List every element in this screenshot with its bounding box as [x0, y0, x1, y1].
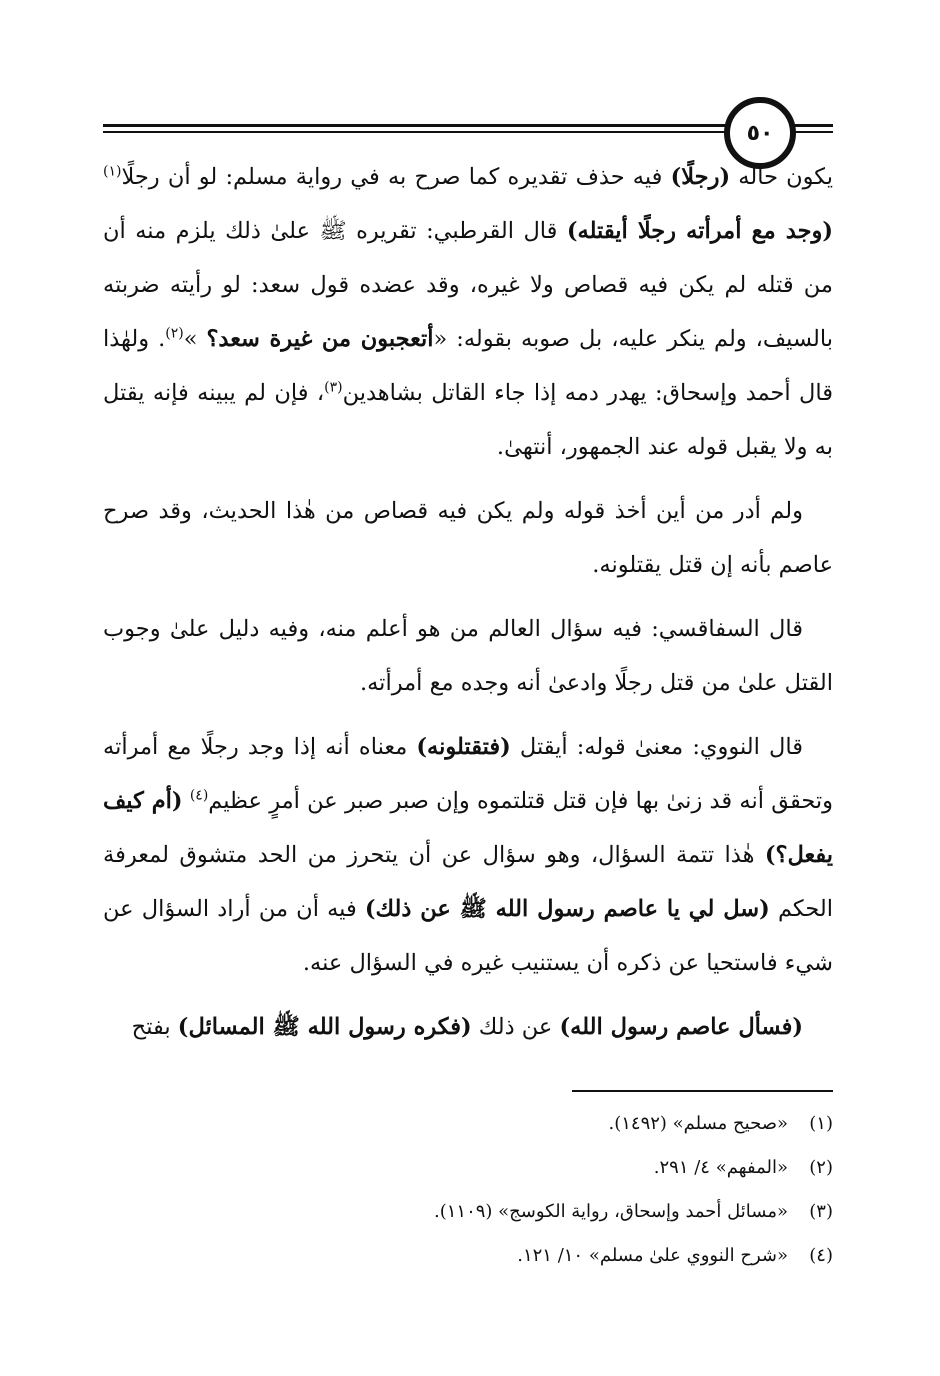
bold-text: (أم كيف يفعل؟) [103, 788, 833, 868]
footnote [103, 1102, 833, 1146]
text-run: » [183, 326, 207, 352]
text-run: عن ذلك [471, 1014, 560, 1040]
paragraph [103, 150, 833, 474]
text-run: فيه أن من أراد السؤال عن شيء فاستحيا عن ذكره أن يستنيب غيره في السؤال عنه. [103, 896, 833, 976]
footnote-ref: (٣) [324, 379, 343, 396]
text-run [183, 788, 190, 814]
footnote-text: «مسائل أحمد وإسحاق، رواية الكوسج» (١١٠٩). [433, 1201, 788, 1222]
footnote-number: (٣) [809, 1201, 833, 1222]
page-header [0, 0, 940, 170]
text-run: ، فإن لم يبينه فإنه يقتل به ولا يقبل قوله عند الجمهور، أنتهىٰ. [103, 380, 833, 460]
footnote-number: (٢) [809, 1157, 833, 1178]
footnote-ref: (٤) [189, 787, 209, 804]
bold-text: (وجد مع أمرأته رجلًا أيقتله) [566, 218, 833, 244]
header-rule [103, 124, 725, 127]
page-number: ٥٠ [746, 120, 774, 146]
bold-text: (رجلًا) [670, 164, 731, 190]
text-run: يكون حاله [730, 164, 833, 190]
paragraph [103, 1000, 833, 1054]
footnotes [103, 1102, 833, 1278]
text-run: فيه حذف تقديره كما صرح به في رواية مسلم: لو أن رجلًا [121, 164, 671, 190]
bold-text: (فكره رسول الله ﷺ المسائل) [177, 1014, 472, 1040]
footnote-separator [572, 1090, 833, 1092]
header-rule [793, 131, 833, 133]
footnote-ref: (١) [103, 163, 122, 180]
footnote [103, 1146, 833, 1190]
text-run: ولم أدر من أين أخذ قوله ولم يكن فيه قصاص من هٰذا الحديث، وقد صرح عاصم بأنه إن قتل يقتلونه. [103, 498, 833, 578]
text-run: قال السفاقسي: فيه سؤال العالم من هو أعلم منه، وفيه دليل علىٰ وجوب القتل علىٰ من قتل رجلًا وادعىٰ أنه وجده مع أمرأته. [103, 616, 833, 696]
paragraph [103, 720, 833, 990]
paragraph [103, 484, 833, 592]
footnote-number: (٤) [809, 1245, 833, 1266]
text-run: بفتح [131, 1014, 178, 1040]
footnote-text: «صحيح مسلم» (١٤٩٢). [608, 1113, 788, 1134]
bold-text: (فتقتلونه) [416, 734, 511, 760]
text-run: هٰذا تتمة السؤال، وهو سؤال عن أن يتحرز من الحد متشوق لمعرفة الحكم [103, 842, 833, 922]
footnote-text: «شرح النووي علىٰ مسلم» ١٠/ ١٢١. [517, 1245, 788, 1266]
footnote [103, 1190, 833, 1234]
header-rule [793, 124, 833, 127]
text-run: . ولهٰذا قال أحمد وإسحاق: يهدر دمه إذا جاء القاتل بشاهدين [103, 326, 833, 406]
bold-text: أتعجبون من غيرة سعد؟ [206, 326, 434, 352]
footnote-text: «المفهم» ٤/ ٢٩١. [653, 1157, 788, 1178]
text-run: قال النووي: معنىٰ قوله: أيقتل [510, 734, 803, 760]
header-rule [103, 131, 725, 133]
bold-text: (فسأل عاصم رسول الله) [559, 1014, 803, 1040]
footnote-number: (١) [809, 1113, 833, 1134]
text-run: قال القرطبي: تقريره ﷺ علىٰ ذلك يلزم منه أن من قتله لم يكن فيه قصاص ولا غيره، وقد عضده قول سعد: لو رأيته ضربته بالسيف، ولم ينكر عليه، بل صوبه بقوله: « [103, 218, 833, 352]
main-text [103, 150, 833, 1064]
paragraph [103, 602, 833, 710]
bold-text: (سل لي يا عاصم رسول الله ﷺ عن ذلك) [364, 896, 770, 922]
footnote [103, 1234, 833, 1278]
text-run: معناه أنه إذا وجد رجلًا مع أمرأته وتحقق أنه قد زنىٰ بها فإن قتل قتلتموه وإن صبر صبر عن أمرٍ عظيم [103, 734, 834, 814]
footnote-ref: (٢) [165, 325, 184, 342]
